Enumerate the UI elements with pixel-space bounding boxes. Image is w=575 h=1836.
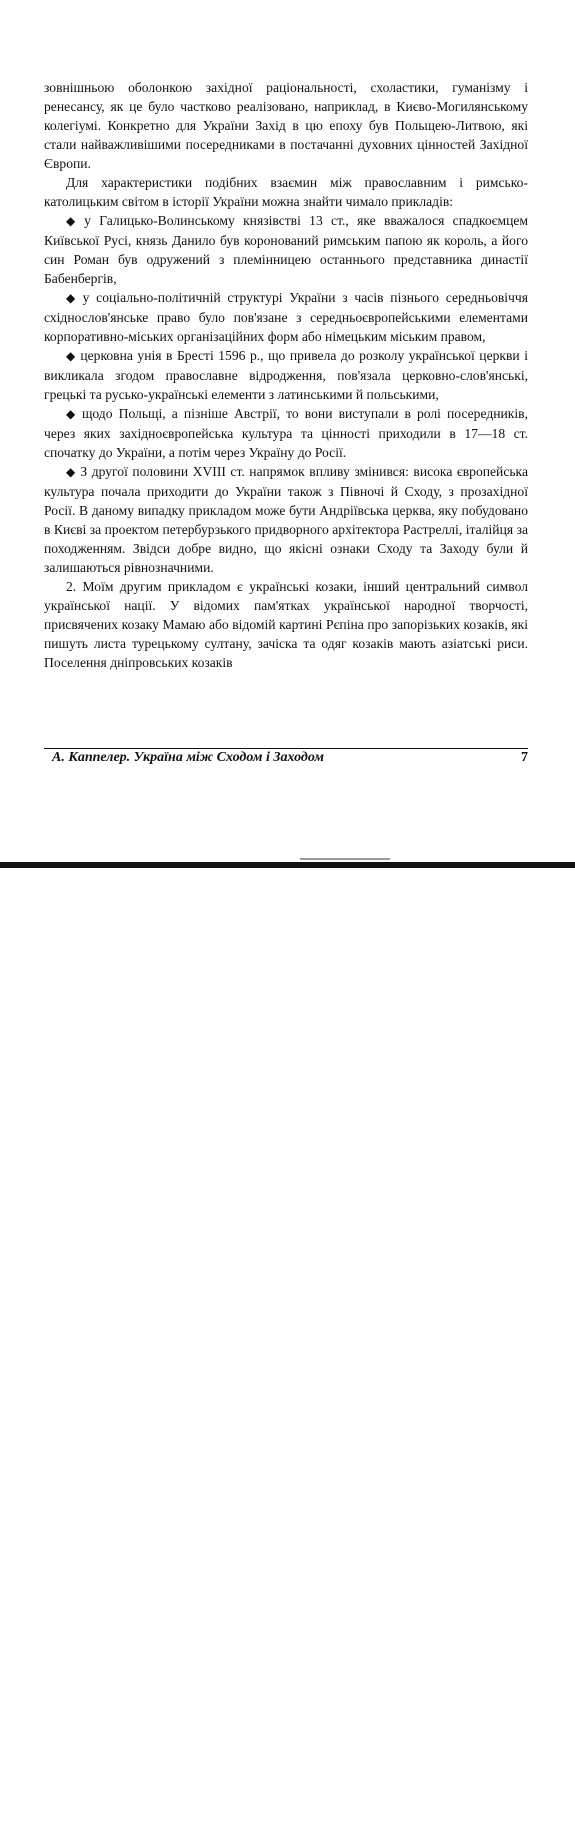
paragraph-1 (44, 78, 528, 173)
bullet-item-xviii-century (44, 462, 528, 577)
bullet-item-poland-austria (44, 404, 528, 462)
paragraph-text: Для характеристики подібних взаємин між православним і римсько-католицьким світом в історії України можна знайти чимало прикладів: (44, 175, 528, 209)
diamond-bullet-icon: ◆ (66, 349, 77, 363)
paragraph-cossacks (44, 577, 528, 672)
footer-rule (44, 748, 528, 749)
bullet-text: у Галицько-Волинському князівстві 13 ст., яке вважалося спадкоємцем Київської Русі, князь Данило був коронований римським папою як король, а його син Роман був одружений з племінницею останнього представника династії Бабенбергів, (44, 213, 528, 286)
bullet-item-law (44, 288, 528, 346)
diamond-bullet-icon: ◆ (66, 214, 81, 228)
diamond-bullet-icon: ◆ (66, 465, 77, 479)
bullet-item-union (44, 346, 528, 404)
scan-edge-bar (0, 862, 575, 868)
running-footer-title: А. Каппелер. Україна між Сходом і Заходом (52, 750, 324, 765)
page-body (44, 78, 528, 672)
bullet-item-galicia (44, 211, 528, 288)
paragraph-text: 2. Моїм другим прикладом є українські козаки, інший центральний символ української нації. У відомих пам'ятках української народної творчості, присвячених козаку Мамаю або відомій картині Рєпіна про запорізьких козаків, які пишуть листа турецькому султану, зачіска та одяг козаків мають азіатські риси. Поселення дніпровських козаків (44, 579, 528, 670)
bullet-text: щодо Польщі, а пізніше Австрії, то вони виступали в ролі посередників, через яких західноєвропейська культура та цінності приходили в 17—18 ст. спочатку до України, а потім через Україну до Росії. (44, 406, 528, 460)
scan-artifact-mark (300, 858, 390, 860)
bullet-text: у соціально-політичній структурі України з часів пізнього середньовіччя східнослов'янське право було пов'язане з середньоєвропейськими елементами корпоративно-міських організаційних форм або німецьким міським правом, (44, 290, 528, 344)
paragraph-text: зовнішньою оболонкою західної раціональності, схоластики, гуманізму і ренесансу, як це було частково реалізовано, наприклад, в Києво-Могилянському колегіумі. Конкретно для України Захід в цю епоху був Польщею-Литвою, які стали найважливішими посередниками в постачанні духовних цінностей Західної Європи. (44, 80, 528, 171)
diamond-bullet-icon: ◆ (66, 407, 78, 421)
bullet-text: З другої половини XVIII ст. напрямок впливу змінився: висока європейська культура почала приходити до України також з Півночі й Сходу, з прозахідної Росії. В даному випадку прикладом може бути Андріївська церква, яку побудовано в Києві за проектом петербурзького придворного архітектора Растреллі, італійця за походженням. Звідси добре видно, що якісні ознаки Сходу та Заходу були й залишаються рівнозначними. (44, 464, 528, 575)
page-footer (52, 750, 528, 766)
page-number: 7 (521, 750, 528, 765)
diamond-bullet-icon: ◆ (66, 291, 79, 305)
paragraph-2 (44, 173, 528, 211)
bullet-text: церковна унія в Бресті 1596 р., що привела до розколу української церкви і викликала згодом православне відродження, пов'язала церковно-слов'янські, грецькі та русько-українські елементи з латинськими й польськими, (44, 348, 528, 402)
